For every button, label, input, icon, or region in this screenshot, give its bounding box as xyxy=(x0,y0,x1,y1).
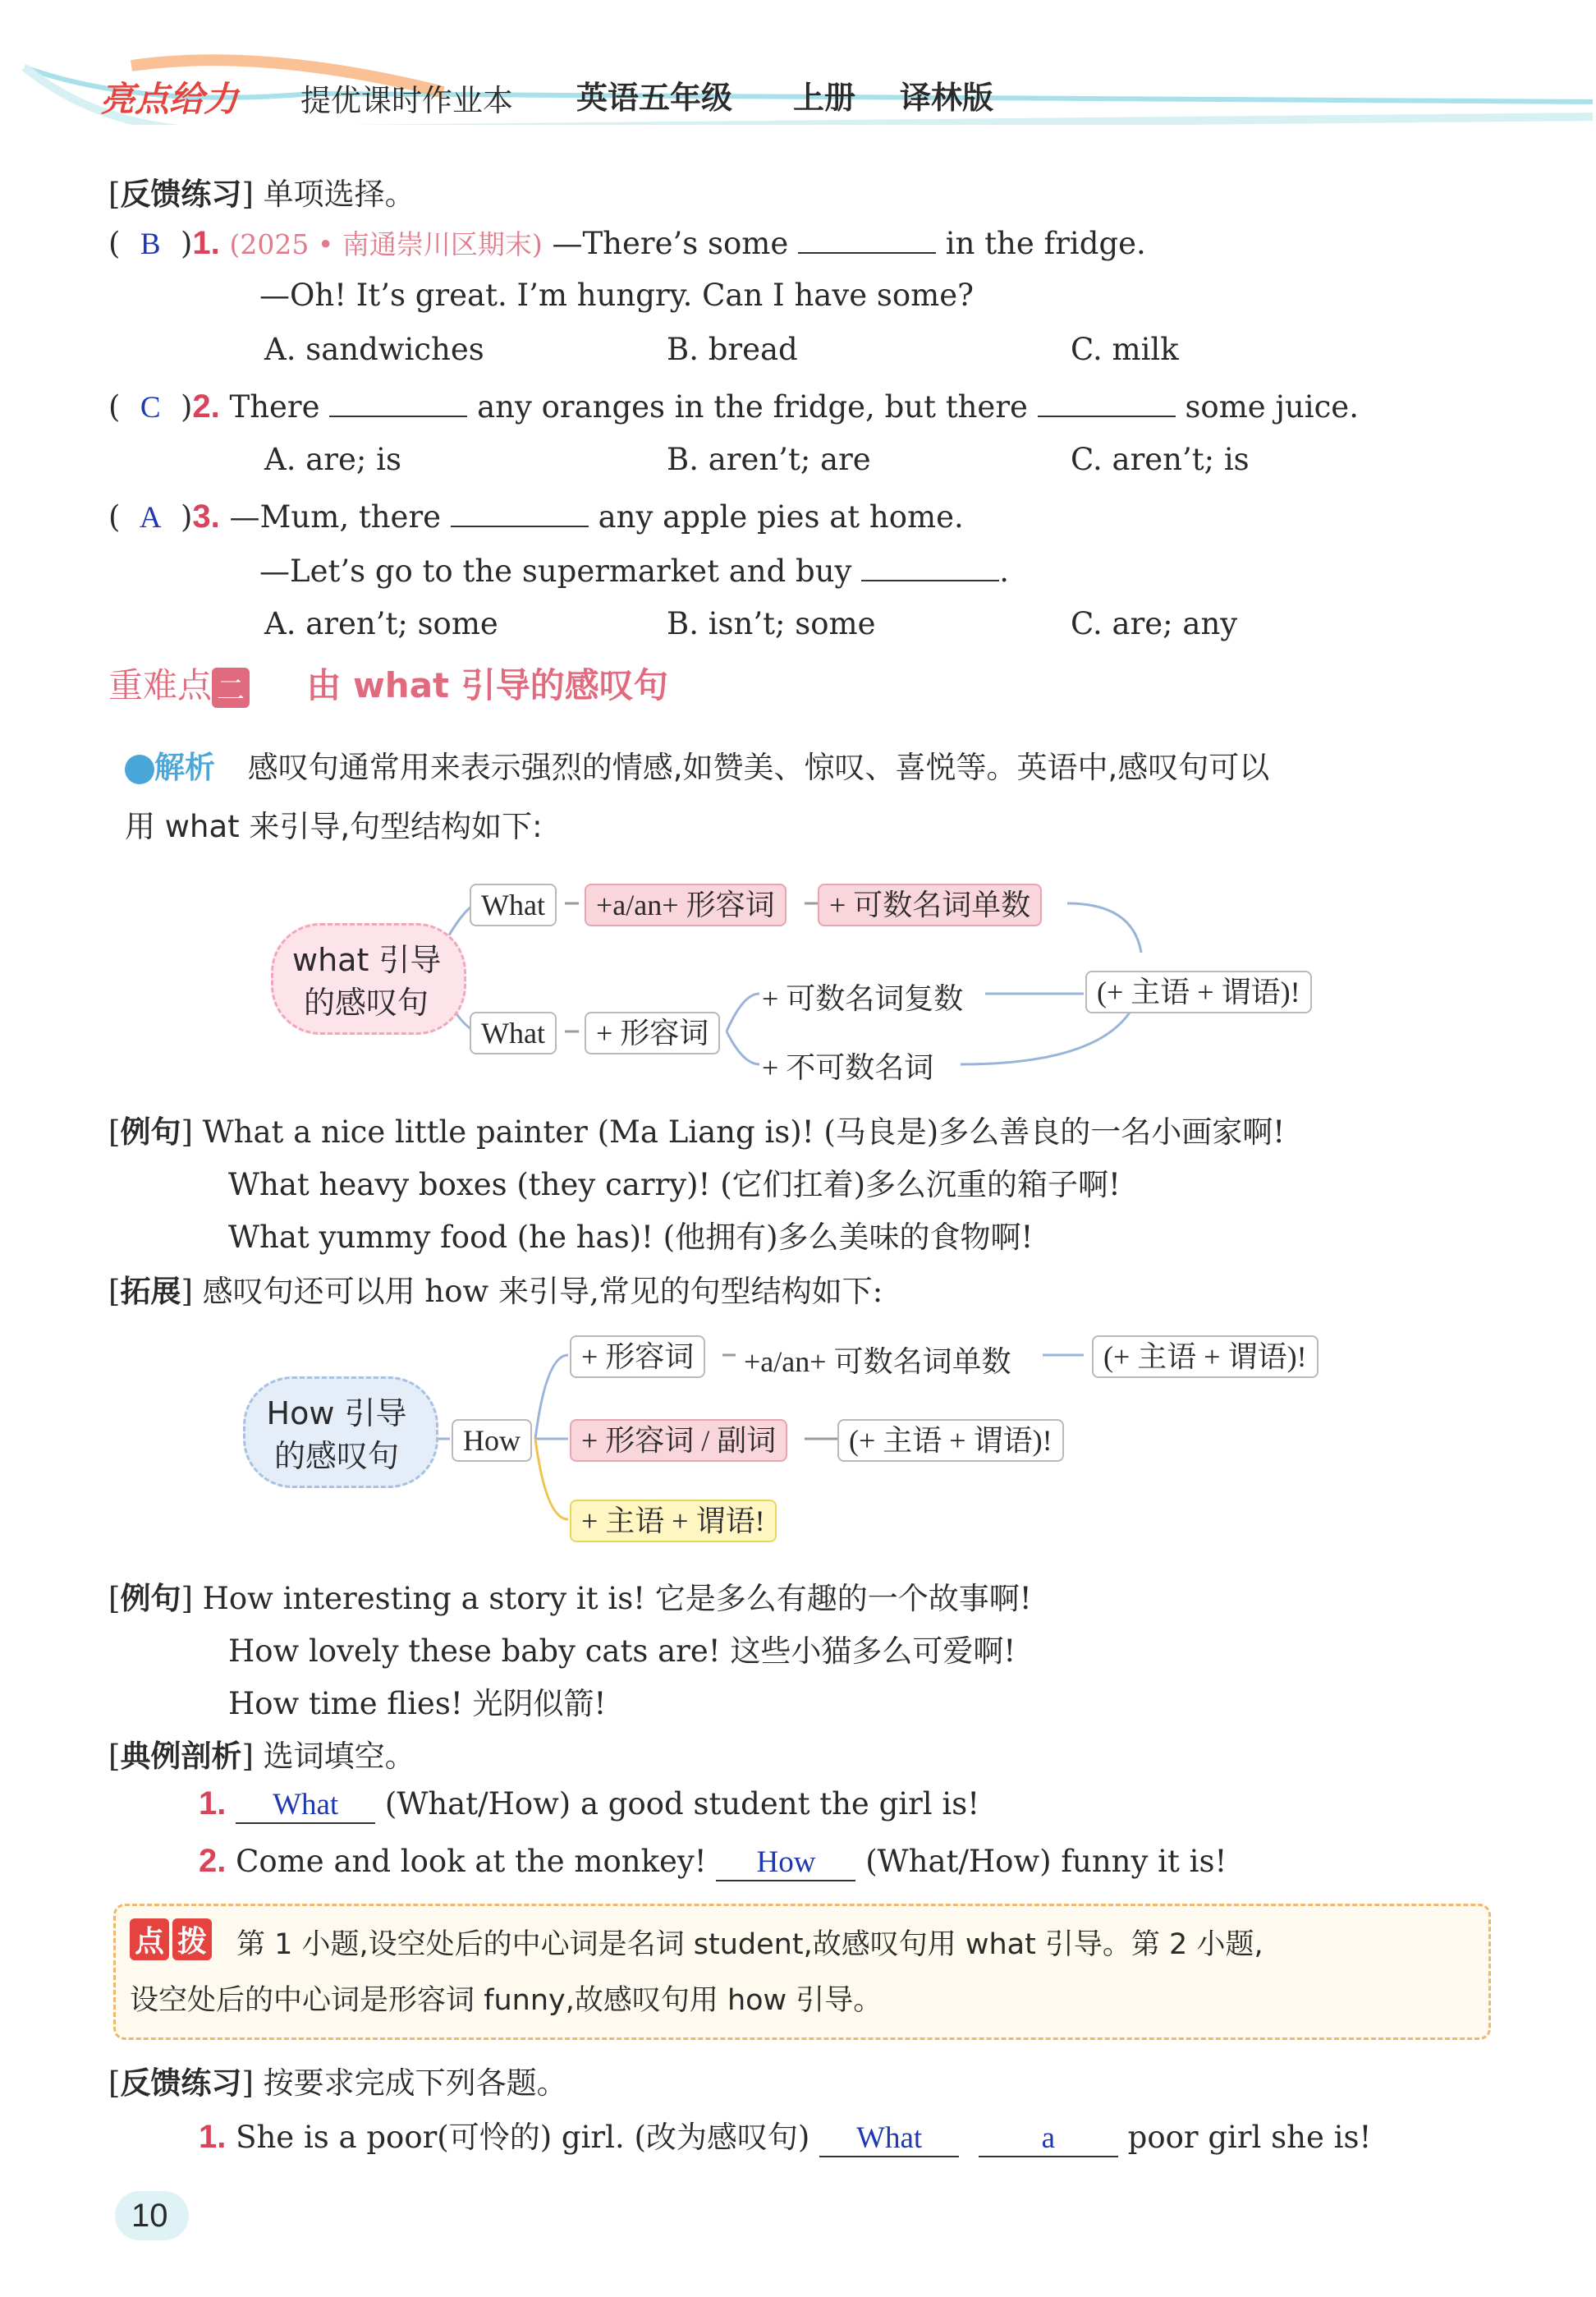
what-node-2: What xyxy=(470,1012,557,1054)
q3-line1: ( A )3. —Mum, there any apple pies at home. xyxy=(108,498,964,535)
examples1-tag: 例句 xyxy=(120,1115,181,1149)
what-noun-plural: + 可数名词复数 xyxy=(762,982,964,1015)
volume: 上册 xyxy=(793,80,856,116)
keypoint-title: 由 what 引导的感叹句 xyxy=(306,665,668,705)
typical-q1-number: 1. xyxy=(199,1785,227,1822)
q1-number: 1. xyxy=(192,225,220,261)
examples1-text-1: What a nice little painter (Ma Liang is)! (马良是)多么善良的一名小画家啊! xyxy=(202,1114,1286,1150)
q2-text-a: There xyxy=(229,389,320,425)
typical-q2-text-b: (What/How) funny it is! xyxy=(865,1844,1227,1879)
page-number: 10 xyxy=(131,2198,168,2234)
q1-option-b[interactable]: B. bread xyxy=(667,332,798,367)
analysis-line1 xyxy=(125,742,1269,787)
how-cloud-line2: 的感叹句 xyxy=(273,1438,399,1474)
examples2-s1: [例句] How interesting a story it is! 它是多么有趣的一个故事啊! xyxy=(108,1581,1032,1616)
subject: 英语五年级 xyxy=(576,80,733,116)
how-adj-node: + 形容词 xyxy=(570,1335,705,1378)
q2-text-c: some juice. xyxy=(1185,389,1359,425)
what-cloud-line2: 的感叹句 xyxy=(303,985,429,1021)
typical-q2-number: 2. xyxy=(199,1843,227,1879)
what-adj-node: +a/an+ 形容词 xyxy=(585,884,787,926)
q1-text-a: —There’s some xyxy=(552,226,789,261)
q3-option-b[interactable]: B. isn’t; some xyxy=(667,606,876,641)
series-title: 提优课时作业本 xyxy=(300,83,513,118)
q3-text-b: any apple pies at home. xyxy=(598,499,964,535)
q3-option-c[interactable]: C. are; any xyxy=(1071,606,1238,641)
section2-tag: 反馈练习 xyxy=(120,2066,242,2100)
examples1-s2: What heavy boxes (they carry)! (它们扛着)多么沉重的箱子啊! xyxy=(228,1167,1121,1202)
examples1-s3: What yummy food (he has)! (他拥有)多么美味的食物啊! xyxy=(228,1220,1034,1255)
q1-answer: B xyxy=(140,227,161,261)
examples2-s3: How time flies! 光阴似箭! xyxy=(228,1686,607,1721)
section1-tag: 反馈练习 xyxy=(120,177,242,211)
q2-option-b[interactable]: B. aren’t; are xyxy=(667,442,871,477)
q2-option-a[interactable]: A. are; is xyxy=(264,442,401,477)
what-noun-uncount: + 不可数名词 xyxy=(762,1051,934,1084)
how-subject-pred-1: (+ 主语 + 谓语)! xyxy=(1092,1335,1319,1378)
q3-option-a[interactable]: A. aren’t; some xyxy=(264,606,498,641)
extension-text: 感叹句还可以用 how 来引导,常见的句型结构如下: xyxy=(202,1274,883,1309)
q2-blank1[interactable] xyxy=(329,388,467,417)
q1-option-c[interactable]: C. milk xyxy=(1071,332,1179,367)
section2-q1-answer1[interactable]: What xyxy=(819,2120,959,2157)
keypoint-label: 重难点 xyxy=(108,665,213,705)
q2-line1: ( C )2. There any oranges in the fridge, but there some juice. xyxy=(108,388,1359,425)
what-cloud-line1: what 引导 xyxy=(292,942,442,978)
extension-tag: 拓展 xyxy=(120,1275,181,1308)
extension-line: [拓展] 感叹句还可以用 how 来引导,常见的句型结构如下: xyxy=(108,1274,883,1309)
examples2-text-1: How interesting a story it is! 它是多么有趣的一个故事啊! xyxy=(202,1581,1032,1616)
what-adj-node-2: + 形容词 xyxy=(585,1012,720,1054)
tip-line1: 第 1 小题,设空处后的中心词是名词 student,故感叹句用 what 引导。第 2 小题, xyxy=(236,1928,1264,1961)
q3-blank2[interactable] xyxy=(861,552,999,581)
how-subject-pred-2: (+ 主语 + 谓语)! xyxy=(837,1419,1064,1462)
q1-line2: —Oh! It’s great. I’m hungry. Can I have some? xyxy=(259,278,974,313)
typical-heading: [典例剖析] 选词填空。 xyxy=(108,1739,415,1774)
typical-tag: 典例剖析 xyxy=(120,1739,242,1773)
examples2-s2: How lovely these baby cats are! 这些小猫多么可爱啊! xyxy=(228,1633,1016,1669)
keypoint-number: 二 xyxy=(212,668,250,708)
q2-answer: C xyxy=(140,391,161,425)
what-noun-single-node: + 可数名词单数 xyxy=(818,884,1042,926)
examples1-s1: [例句] What a nice little painter (Ma Liang is)! (马良是)多么善良的一名小画家啊! xyxy=(108,1114,1286,1150)
analysis-label: 解析 xyxy=(154,750,215,785)
q2-option-c[interactable]: C. aren’t; is xyxy=(1071,442,1250,477)
analysis-line2: 用 what 来引导,句型结构如下: xyxy=(125,809,543,844)
what-node-1: What xyxy=(470,884,557,926)
q3-text-a: —Mum, there xyxy=(229,499,442,535)
tip-line2: 设空处后的中心词是形容词 funny,故感叹句用 how 引导。 xyxy=(130,1984,883,2017)
q3-line2 xyxy=(259,552,1009,589)
q3-answer: A xyxy=(139,501,162,535)
typical-q2 xyxy=(199,1843,1227,1881)
section1-heading: [反馈练习] 单项选择。 xyxy=(108,177,415,212)
section2-q1 xyxy=(199,2112,1371,2157)
section2-instruction: 按要求完成下列各题。 xyxy=(263,2065,567,2101)
q3-number: 3. xyxy=(192,498,220,535)
section2-q1-rest: poor girl she is! xyxy=(1127,2120,1372,2155)
section2-heading: [反馈练习] 按要求完成下列各题。 xyxy=(108,2065,567,2101)
q1-text-b: in the fridge. xyxy=(945,226,1146,261)
what-subject-pred: (+ 主语 + 谓语)! xyxy=(1085,971,1312,1013)
how-node: How xyxy=(452,1419,532,1462)
section2-q1-number: 1. xyxy=(199,2119,227,2155)
q1-source: (2025 • 南通崇川区期末) xyxy=(229,228,543,260)
how-adj-adv-node: + 形容词 / 副词 xyxy=(570,1419,787,1462)
typical-q2-text-a: Come and look at the monkey! xyxy=(236,1844,707,1879)
typical-q1-text: (What/How) a good student the girl is! xyxy=(384,1786,980,1822)
logo: 亮点给力 xyxy=(100,80,239,118)
q3-text-c: —Let’s go to the supermarket and buy xyxy=(259,554,852,589)
q2-text-b: any oranges in the fridge, but there xyxy=(477,389,1028,425)
how-subject-pred-3: + 主语 + 谓语! xyxy=(570,1500,777,1542)
key-icon xyxy=(125,755,154,784)
keypoint-heading xyxy=(108,659,668,708)
examples2-tag: 例句 xyxy=(120,1582,181,1615)
tip-label xyxy=(130,1918,212,1960)
q2-blank2[interactable] xyxy=(1038,388,1176,417)
analysis-text-1: 感叹句通常用来表示强烈的情感,如赞美、惊叹、喜悦等。英语中,感叹句可以 xyxy=(247,750,1270,785)
q1-blank[interactable] xyxy=(798,224,936,254)
typical-instruction: 选词填空。 xyxy=(263,1739,415,1774)
tip-label-1: 点 xyxy=(130,1918,169,1960)
typical-q1-answer[interactable]: What xyxy=(236,1787,375,1824)
tip-label-2: 拨 xyxy=(172,1918,212,1960)
q1-line1: ( B )1. (2025 • 南通崇川区期末) —There’s some in the fridge. xyxy=(108,225,1146,261)
typical-q2-answer[interactable]: How xyxy=(716,1844,855,1881)
how-cloud-line1: How 引导 xyxy=(266,1395,407,1431)
q3-text-d: . xyxy=(999,554,1009,589)
edition: 译林版 xyxy=(900,80,994,116)
how-a-an-noun: +a/an+ 可数名词单数 xyxy=(744,1345,1011,1378)
q1-option-a[interactable]: A. sandwiches xyxy=(264,332,484,367)
section2-q1-text: She is a poor(可怜的) girl. (改为感叹句) xyxy=(236,2120,810,2155)
section1-instruction: 单项选择。 xyxy=(263,177,415,212)
q2-number: 2. xyxy=(192,388,220,425)
q3-blank1[interactable] xyxy=(451,498,589,527)
typical-q1 xyxy=(199,1785,979,1824)
section2-q1-answer2[interactable]: a xyxy=(979,2120,1118,2157)
